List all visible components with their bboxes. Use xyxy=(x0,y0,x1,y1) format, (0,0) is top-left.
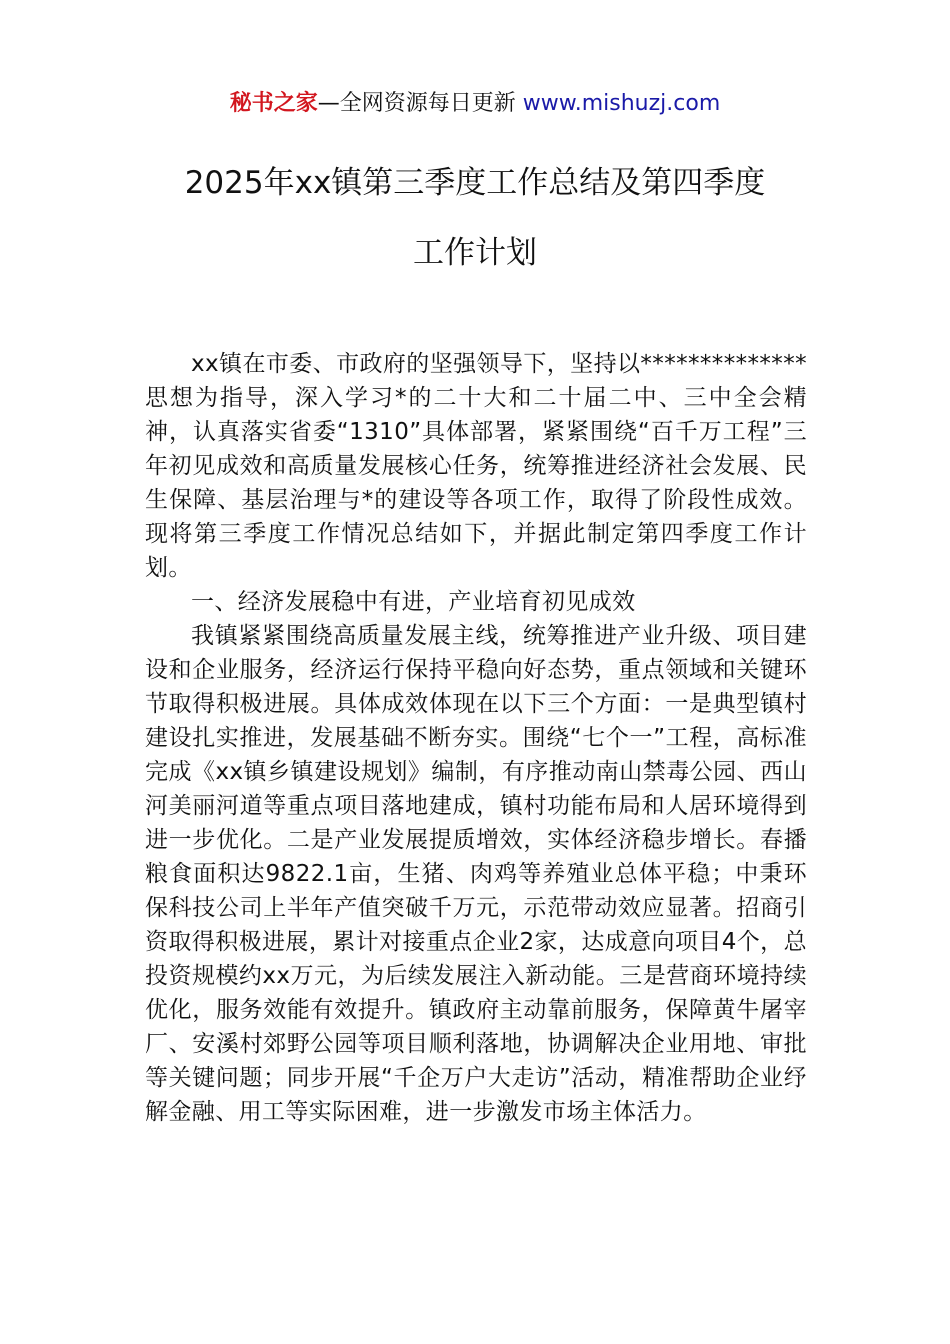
header-tagline: —全网资源每日更新 xyxy=(317,91,523,116)
website-link[interactable]: www.mishuzj.com xyxy=(522,91,721,116)
document-body xyxy=(145,347,807,1129)
title-line-1: 2025年xx镇第三季度工作总结及第四季度 xyxy=(184,165,766,201)
title-line-2: 工作计划 xyxy=(413,235,537,271)
brand-name: 秘书之家 xyxy=(229,91,318,116)
site-header xyxy=(0,86,950,122)
section-heading: 一、经济发展稳中有进，产业培育初见成效 xyxy=(191,589,636,615)
intro-paragraph: xx镇在市委、市政府的坚强领导下，坚持以**************思想为指导，深入学习*的二十大和二十届二中、三中全会精神，认真落实省委“1310”具体部署，紧紧围绕“百千万工程”三年初见成效和高质量发展核心任务，统筹推进经济社会发展、民生保障、基层治理与*的建设等各项工作，取得了阶段性成效。现将第三季度工作情况总结如下，并据此制定第四季度工作计划。 xyxy=(145,351,807,581)
section-paragraph: 我镇紧紧围绕高质量发展主线，统筹推进产业升级、项目建设和企业服务，经济运行保持平稳向好态势，重点领域和关键环节取得积极进展。具体成效体现在以下三个方面：一是典型镇村建设扎实推进，发展基础不断夯实。围绕“七个一”工程，高标准完成《xx镇乡镇建设规划》编制，有序推动南山禁毒公园、西山河美丽河道等重点项目落地建成，镇村功能布局和人居环境得到进一步优化。二是产业发展提质增效，实体经济稳步增长。春播粮食面积达9822.1亩，生猪、肉鸡等养殖业总体平稳；中秉环保科技公司上半年产值突破千万元，示范带动效应显著。招商引资取得积极进展，累计对接重点企业2家，达成意向项目4个，总投资规模约xx万元，为后续发展注入新动能。三是营商环境持续优化，服务效能有效提升。镇政府主动靠前服务，保障黄牛屠宰厂、安溪村郊野公园等项目顺利落地，协调解决企业用地、审批等关键问题；同步开展“千企万户大走访”活动，精准帮助企业纾解金融、用工等实际困难，进一步激发市场主体活力。 xyxy=(145,623,807,1125)
document-title xyxy=(60,160,890,276)
